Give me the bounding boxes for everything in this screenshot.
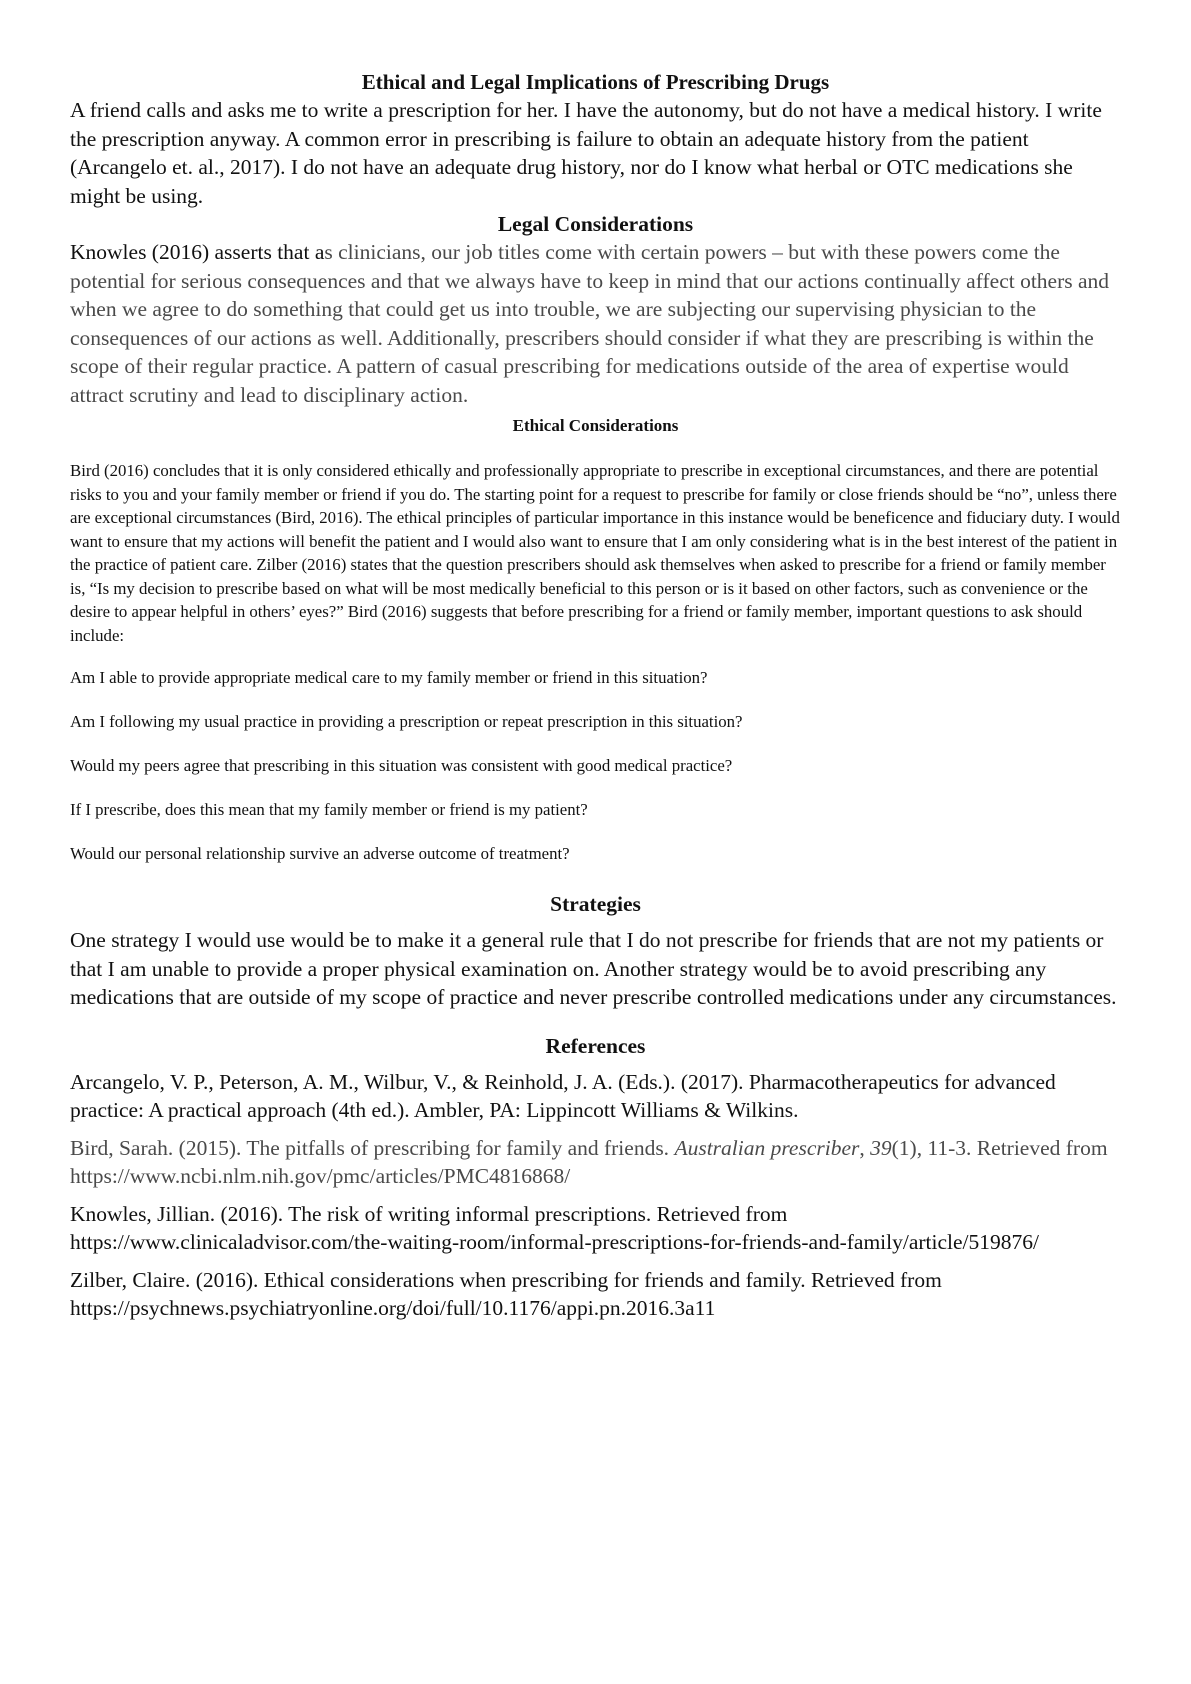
legal-lead: Knowles (2016) asserts that a [70, 240, 325, 264]
legal-body: s clinicians, our job titles come with certain powers – but with these powers come the potential for serious consequences and that we always have to keep in mind that our actions continually affect others and when we agree to do something that could get us into trouble, we are subjecting our supervising physician to the consequences of our actions as well. Additionally, prescribers should consider if what they are prescribing is within the scope of their regular practice. A pattern of casual prescribing for medications outside of the area of expertise would attract scrutiny and lead to disciplinary action. [70, 240, 1110, 407]
reference-bird-rest: (1), 11-3. Retrieved from https://www.ncbi.nlm.nih.gov/pmc/articles/PMC4816868/ [70, 1135, 1108, 1188]
question-item: Am I following my usual practice in providing a prescription or repeat prescription in this situation? [70, 712, 743, 731]
ethical-paragraph: Bird (2016) concludes that it is only considered ethically and professionally appropriate to prescribe in exceptional circumstances, and there are potential risks to you and your family member or friend if you do. The starting point for a request to prescribe for family or close friends should be “no”, unless there are exceptional circumstances (Bird, 2016). The ethical principles of particular importance in this instance would be beneficence and fiduciary duty. I would want to ensure that my actions will benefit the patient and I would also want to ensure that I am only considering what is in the best interest of the patient in the practice of patient care. Zilber (2016) states that the question prescribers should ask themselves when asked to prescribe for a friend or family member is, “Is my decision to prescribe based on what will be most medically beneficial to this person or is it based on other factors, such as convenience or the desire to appear helpful in others’ eyes?” Bird (2016) suggests that before prescribing for a friend or family member, important questions to ask should include: [70, 461, 1120, 645]
reference-bird-journal: Australian prescriber [674, 1135, 860, 1160]
ethical-heading: Ethical Considerations [512, 416, 679, 435]
reference-bird-volume: 39 [870, 1135, 892, 1160]
document-title: Ethical and Legal Implications of Prescribing Drugs [361, 70, 830, 94]
question-item: Would my peers agree that prescribing in this situation was consistent with good medical practice? [70, 756, 733, 775]
question-item: Am I able to provide appropriate medical care to my family member or friend in this situation? [70, 668, 708, 687]
intro-paragraph: A friend calls and asks me to write a prescription for her. I have the autonomy, but do not have a medical history. I write the prescription anyway. A common error in prescribing is failure to obtain an adequate history from the patient (Arcangelo et. al., 2017). I do not have an adequate drug history, nor do I know what herbal or OTC medications she might be using. [70, 98, 1102, 208]
references-heading: References [545, 1033, 646, 1058]
reference-bird [70, 1134, 1121, 1191]
reference-zilber [70, 1266, 1121, 1323]
legal-paragraph [70, 238, 1121, 409]
reference-zilber-text: Zilber, Claire. (2016). Ethical considerations when prescribing for friends and family. Retrieved from [70, 1267, 942, 1292]
reference-bird-sep: , [859, 1135, 871, 1160]
strategies-heading: Strategies [550, 892, 641, 916]
reference-bird-text: Bird, Sarah. (2015). The pitfalls of prescribing for family and friends. [70, 1135, 675, 1160]
legal-heading: Legal Considerations [497, 212, 694, 236]
question-list [70, 667, 1121, 865]
question-item: Would our personal relationship survive an adverse outcome of treatment? [70, 844, 570, 863]
strategies-paragraph: One strategy I would use would be to make it a general rule that I do not prescribe for friends that are not my patients or that I am unable to provide a proper physical examination on. Another strategy would be to avoid prescribing any medications that are outside of my scope of practice and never prescribe controlled medications under any circumstances. [70, 928, 1117, 1009]
question-item: If I prescribe, does this mean that my family member or friend is my patient? [70, 800, 588, 819]
reference-knowles [70, 1200, 1121, 1257]
reference-zilber-url: https://psychnews.psychiatryonline.org/doi/full/10.1176/appi.pn.2016.3a11 [70, 1296, 716, 1320]
reference-knowles-url: https://www.clinicaladvisor.com/the-waiting-room/informal-prescriptions-for-friends-and-family/article/519876/ [70, 1230, 1039, 1254]
reference-knowles-text: Knowles, Jillian. (2016). The risk of writing informal prescriptions. Retrieved from [70, 1201, 788, 1226]
reference-arcangelo: Arcangelo, V. P., Peterson, A. M., Wilbur, V., & Reinhold, J. A. (Eds.). (2017). Pharmacotherapeutics for advanced practice: A practical approach (4th ed.). Ambler, PA: Lippincott Williams & Wilkins. [70, 1069, 1056, 1122]
